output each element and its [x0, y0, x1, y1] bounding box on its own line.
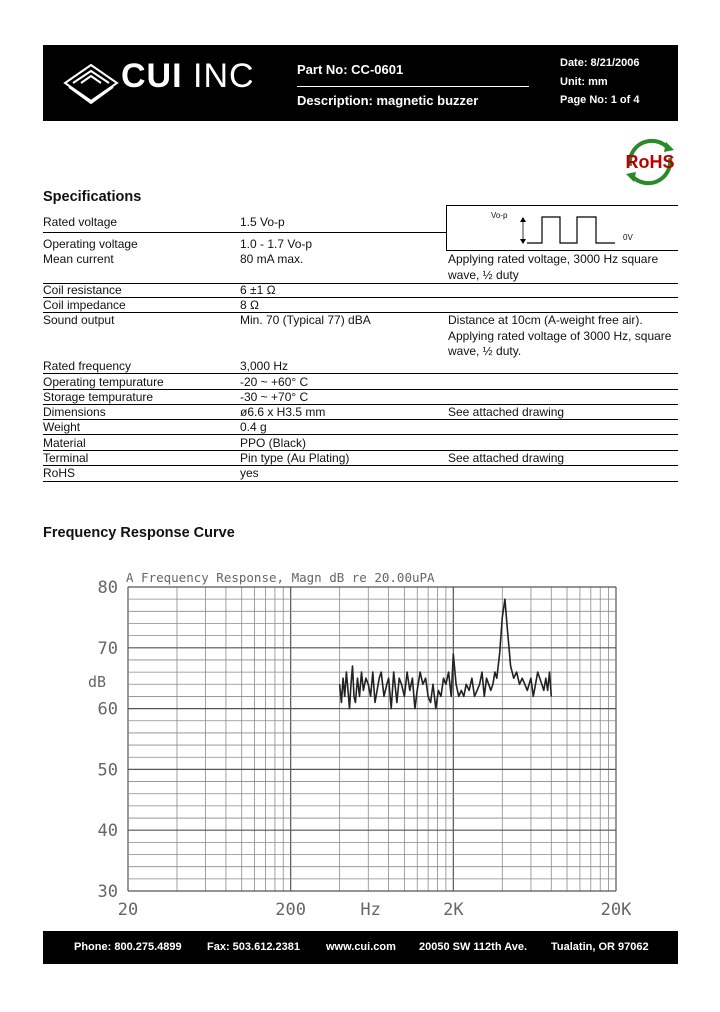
spec-value: 0.4 g — [240, 420, 267, 434]
y-tick-label: 30 — [97, 882, 118, 902]
y-tick-label: 40 — [97, 821, 118, 842]
part-description: Description: magnetic buzzer — [297, 93, 479, 108]
spec-label: Dimensions — [43, 405, 106, 419]
x-tick-label: 200 — [275, 900, 307, 920]
spec-label: Weight — [43, 420, 81, 434]
rohs-badge-text: RoHS — [625, 152, 675, 172]
document-date: Date: 8/21/2006 — [560, 57, 640, 69]
footer-phone: Phone: 800.275.4899 — [74, 941, 182, 953]
row-divider — [43, 283, 678, 284]
square-wave-icon — [447, 206, 679, 252]
spec-value: 1.5 Vo-p — [240, 215, 285, 229]
row-divider — [43, 404, 678, 405]
spec-label: Mean current — [43, 252, 114, 266]
row-divider — [43, 297, 678, 298]
spec-label: Operating tempurature — [43, 375, 164, 389]
footer-city: Tualatin, OR 97062 — [551, 941, 649, 953]
x-tick-label: 20 — [117, 900, 139, 920]
x-axis-labels — [118, 900, 632, 920]
spec-value: 1.0 - 1.7 Vo-p — [240, 237, 313, 251]
document-footer — [43, 931, 678, 964]
spec-value: Pin type (Au Plating) — [240, 451, 350, 465]
spec-label: Coil resistance — [43, 283, 122, 297]
specifications-title: Specifications — [43, 189, 142, 205]
y-tick-label: 50 — [97, 760, 118, 781]
frequency-response-chart — [88, 560, 652, 922]
footer-address: 20050 SW 112th Ave. — [419, 941, 528, 953]
document-header — [43, 45, 678, 121]
y-axis-labels — [98, 578, 118, 902]
page-number: Page No: 1 of 4 — [560, 94, 640, 106]
spec-label: Rated frequency — [43, 359, 132, 373]
brand-thin: INC — [193, 57, 255, 95]
spec-label: Storage tempurature — [43, 390, 154, 404]
spec-label: Rated voltage — [43, 215, 118, 229]
footer-fax: Fax: 503.612.2381 — [207, 941, 300, 953]
frequency-response-line — [340, 599, 552, 708]
x-tick-label: 2K — [443, 900, 464, 920]
part-number: Part No: CC-0601 — [297, 62, 404, 77]
y-axis-title: dB — [88, 673, 107, 691]
footer-website: www.cui.com — [326, 941, 396, 953]
brand-name — [121, 57, 255, 96]
spec-label: Terminal — [43, 451, 89, 465]
waveform-zero-label: 0V — [623, 233, 633, 242]
brand-bold: CUI — [121, 57, 183, 95]
y-tick-label: 70 — [97, 638, 118, 659]
spec-note: Distance at 10cm (A-weight free air). Applying rated voltage of 3000 Hz, square wave, ½ duty. — [448, 313, 672, 358]
units: Unit: mm — [560, 76, 608, 88]
row-divider — [43, 465, 678, 466]
spec-note: Applying rated voltage, 3000 Hz square wave, ½ duty — [448, 252, 659, 282]
waveform-peak-label: Vo-p — [491, 211, 508, 220]
spec-value: 8 Ω — [240, 298, 259, 312]
spec-value: yes — [240, 466, 259, 480]
spec-value: 6 ±1 Ω — [240, 283, 276, 297]
y-tick-label: 60 — [97, 699, 118, 720]
spec-value: -20 ~ +60° C — [240, 375, 309, 389]
spec-value: PPO (Black) — [240, 436, 307, 450]
row-divider — [43, 373, 678, 374]
rohs-badge-icon — [622, 136, 678, 188]
spec-note: See attached drawing — [448, 451, 565, 465]
spec-note: See attached drawing — [448, 405, 565, 419]
spec-label: Material — [43, 436, 86, 450]
frequency-response-title: Frequency Response Curve — [43, 525, 235, 541]
row-divider — [43, 450, 678, 451]
spec-label: Coil impedance — [43, 298, 126, 312]
waveform-diagram — [446, 205, 678, 251]
spec-label: RoHS — [43, 466, 76, 480]
spec-value: 3,000 Hz — [240, 359, 289, 373]
chart-grid — [128, 587, 616, 891]
chart-title: A Frequency Response, Magn dB re 20.00uPA — [126, 570, 435, 585]
y-tick-label: 80 — [97, 578, 118, 598]
row-divider — [43, 481, 678, 482]
spec-label: Sound output — [43, 313, 115, 327]
spec-value: -30 ~ +70° C — [240, 390, 309, 404]
row-divider — [43, 232, 446, 233]
spec-value: Min. 70 (Typical 77) dBA — [240, 313, 371, 327]
row-divider — [43, 434, 678, 435]
spec-label: Operating voltage — [43, 237, 138, 251]
row-divider — [43, 419, 678, 420]
x-tick-label: 20K — [600, 900, 632, 920]
spec-value: ø6.6 x H3.5 mm — [240, 405, 326, 419]
x-tick-label: Hz — [360, 900, 381, 920]
header-divider — [297, 86, 529, 87]
spec-value: 80 mA max. — [240, 252, 304, 266]
